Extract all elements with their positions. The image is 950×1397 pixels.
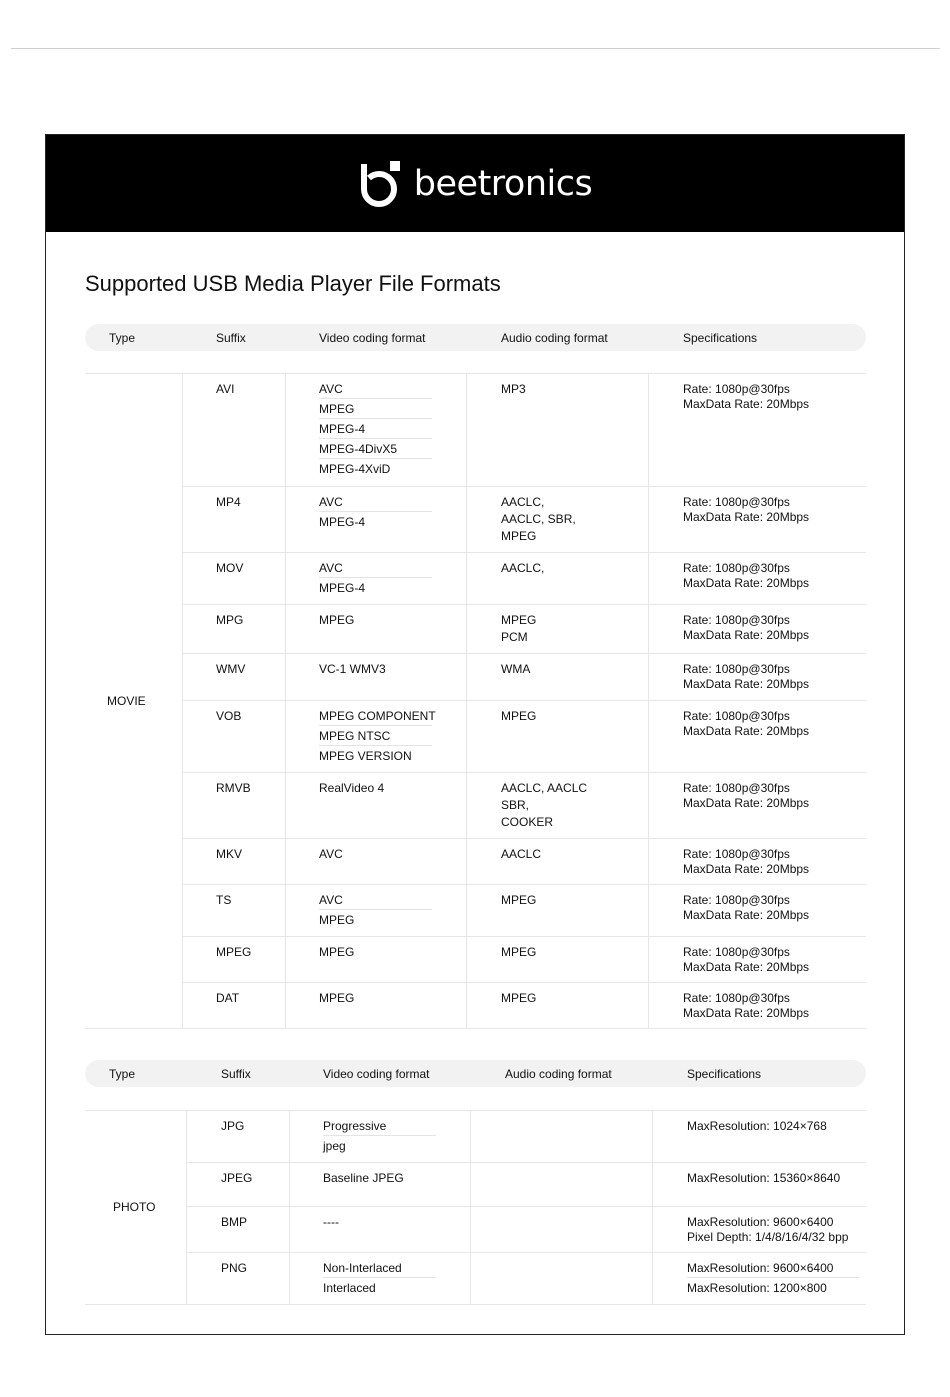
header-video: Video coding format	[319, 331, 426, 345]
header-type: Type	[109, 331, 136, 345]
suffix-cell: PNG	[221, 1261, 248, 1275]
audio-format-item: PCM	[501, 630, 528, 644]
audio-format-item: AACLC, SBR,	[501, 512, 576, 526]
video-format-item: Interlaced	[323, 1281, 376, 1295]
specification-item: Rate: 1080p@30fps	[683, 613, 790, 627]
row-divider	[186, 1206, 866, 1207]
suffix-cell: JPG	[221, 1119, 245, 1133]
video-format-item: MPEG COMPONENT	[319, 709, 436, 723]
video-item-divider	[319, 577, 432, 578]
specification-item: MaxData Rate: 20Mbps	[683, 723, 810, 738]
specification-item: MaxData Rate: 20Mbps	[683, 907, 810, 922]
table-header	[85, 1060, 866, 1087]
specification-item: Rate: 1080p@30fps	[683, 709, 790, 723]
column-divider	[466, 373, 467, 1028]
suffix-cell: AVI	[216, 382, 235, 396]
specification-item: MaxData Rate: 20Mbps	[683, 627, 810, 642]
column-divider	[289, 1110, 290, 1304]
video-item-divider	[319, 418, 432, 419]
suffix-cell: MOV	[216, 561, 244, 575]
video-format-item: Baseline JPEG	[323, 1171, 404, 1185]
suffix-cell: BMP	[221, 1215, 248, 1229]
audio-format-item: WMA	[501, 662, 531, 676]
table-border-top	[85, 1110, 866, 1111]
video-item-divider	[319, 398, 432, 399]
specification-item: MaxData Rate: 20Mbps	[683, 509, 810, 524]
specification-item: MaxResolution: 15360×8640	[687, 1171, 841, 1185]
header-video: Video coding format	[323, 1067, 430, 1081]
audio-format-item: COOKER	[501, 815, 554, 829]
audio-format-item: AACLC	[501, 847, 542, 861]
video-item-divider	[319, 458, 432, 459]
specification-item: MaxResolution: 9600×6400	[687, 1215, 834, 1229]
specification-item: Rate: 1080p@30fps	[683, 781, 790, 795]
row-divider	[85, 1304, 866, 1305]
row-divider	[186, 1162, 866, 1163]
column-divider	[652, 1110, 653, 1304]
suffix-cell: MPG	[216, 613, 244, 627]
photo-formats-table	[85, 1060, 866, 1310]
header-type: Type	[109, 1067, 136, 1081]
column-divider	[186, 1110, 187, 1304]
header-suffix: Suffix	[216, 331, 246, 345]
page-title: Supported USB Media Player File Formats	[85, 271, 501, 296]
table-border-top	[85, 373, 866, 374]
specification-item: MaxResolution: 9600×6400	[687, 1261, 834, 1275]
specification-item: Rate: 1080p@30fps	[683, 662, 790, 676]
audio-format-item: MPEG	[501, 991, 537, 1005]
brand-wordmark: beetronics	[413, 163, 593, 204]
video-format-item: MPEG	[319, 402, 355, 416]
audio-format-item: MPEG	[501, 893, 537, 907]
video-format-item: MPEG-4	[319, 515, 366, 529]
video-format-item: MPEG-4XviD	[319, 462, 391, 476]
video-format-item: AVC	[319, 382, 343, 396]
header-spec: Specifications	[683, 331, 758, 345]
specification-item: MaxData Rate: 20Mbps	[683, 396, 810, 411]
header-audio: Audio coding format	[501, 331, 608, 345]
video-item-divider	[319, 909, 432, 910]
video-format-item: MPEG-4DivX5	[319, 442, 398, 456]
audio-format-item: AACLC, AACLC	[501, 781, 588, 795]
specification-item: MaxData Rate: 20Mbps	[683, 1005, 810, 1020]
video-item-divider	[319, 511, 432, 512]
header-suffix: Suffix	[221, 1067, 251, 1081]
video-format-item: MPEG-4	[319, 581, 366, 595]
video-format-item: AVC	[319, 561, 343, 575]
video-format-item: MPEG NTSC	[319, 729, 391, 743]
suffix-cell: DAT	[216, 991, 240, 1005]
video-item-divider	[319, 725, 432, 726]
video-format-item: AVC	[319, 495, 343, 509]
suffix-cell: JPEG	[221, 1171, 253, 1185]
column-divider	[648, 373, 649, 1028]
type-cell: PHOTO	[113, 1200, 156, 1214]
row-divider	[186, 1252, 866, 1253]
video-format-item: RealVideo 4	[319, 781, 385, 795]
suffix-cell: WMV	[216, 662, 246, 676]
specification-item: Rate: 1080p@30fps	[683, 495, 790, 509]
video-format-item: MPEG	[319, 991, 355, 1005]
header-spec: Specifications	[687, 1067, 762, 1081]
suffix-cell: RMVB	[216, 781, 251, 795]
video-format-item: MPEG-4	[319, 422, 366, 436]
column-divider	[470, 1110, 471, 1304]
specification-item: Rate: 1080p@30fps	[683, 893, 790, 907]
specification-item: MaxResolution: 1200×800	[687, 1281, 827, 1295]
specification-item: MaxData Rate: 20Mbps	[683, 795, 810, 810]
audio-format-item: SBR,	[501, 798, 530, 812]
video-format-item: AVC	[319, 847, 343, 861]
specification-item: Rate: 1080p@30fps	[683, 561, 790, 575]
audio-format-item: MPEG	[501, 709, 537, 723]
video-format-item: ----	[323, 1215, 339, 1229]
video-format-item: Non-Interlaced	[323, 1261, 402, 1275]
column-divider	[285, 373, 286, 1028]
video-item-divider	[319, 438, 432, 439]
audio-format-item: MPEG	[501, 529, 537, 543]
specification-item: Rate: 1080p@30fps	[683, 382, 790, 396]
video-format-item: MPEG	[319, 945, 355, 959]
video-item-divider	[319, 745, 432, 746]
video-format-item: VC-1 WMV3	[319, 662, 386, 676]
movie-formats-table	[85, 324, 866, 1034]
specification-item: Rate: 1080p@30fps	[683, 991, 790, 1005]
specification-item: Pixel Depth: 1/4/8/16/4/32 bpp	[687, 1229, 849, 1244]
video-format-item: MPEG	[319, 913, 355, 927]
video-format-item: MPEG VERSION	[319, 749, 412, 763]
specification-item: MaxData Rate: 20Mbps	[683, 676, 810, 691]
brand-banner	[46, 135, 904, 232]
beetronics-logo	[358, 161, 592, 207]
specification-item: MaxResolution: 1024×768	[687, 1119, 827, 1133]
video-format-item: Progressive	[323, 1119, 387, 1133]
row-divider	[85, 1028, 866, 1029]
video-format-item: jpeg	[323, 1139, 346, 1153]
specification-item: Rate: 1080p@30fps	[683, 847, 790, 861]
spec-item-divider	[687, 1277, 859, 1278]
specification-item: MaxData Rate: 20Mbps	[683, 861, 810, 876]
video-format-item: MPEG	[319, 613, 355, 627]
audio-format-item: AACLC,	[501, 495, 545, 509]
column-divider	[182, 373, 183, 1028]
header-audio: Audio coding format	[505, 1067, 612, 1081]
specification-item: MaxData Rate: 20Mbps	[683, 959, 810, 974]
formats-card	[45, 134, 905, 1335]
audio-format-item: MPEG	[501, 613, 537, 627]
video-format-item: AVC	[319, 893, 343, 907]
audio-format-item: MP3	[501, 382, 526, 396]
table-header	[85, 324, 866, 351]
suffix-cell: VOB	[216, 709, 242, 723]
beetronics-logo-icon	[358, 161, 404, 207]
video-item-divider	[323, 1135, 436, 1136]
video-item-divider	[323, 1277, 436, 1278]
specification-item: Rate: 1080p@30fps	[683, 945, 790, 959]
top-divider	[11, 48, 940, 49]
suffix-cell: MPEG	[216, 945, 252, 959]
suffix-cell: TS	[216, 893, 232, 907]
type-cell: MOVIE	[107, 693, 146, 708]
specification-item: MaxData Rate: 20Mbps	[683, 575, 810, 590]
suffix-cell: MKV	[216, 847, 243, 861]
audio-format-item: MPEG	[501, 945, 537, 959]
suffix-cell: MP4	[216, 495, 241, 509]
audio-format-item: AACLC,	[501, 561, 545, 575]
